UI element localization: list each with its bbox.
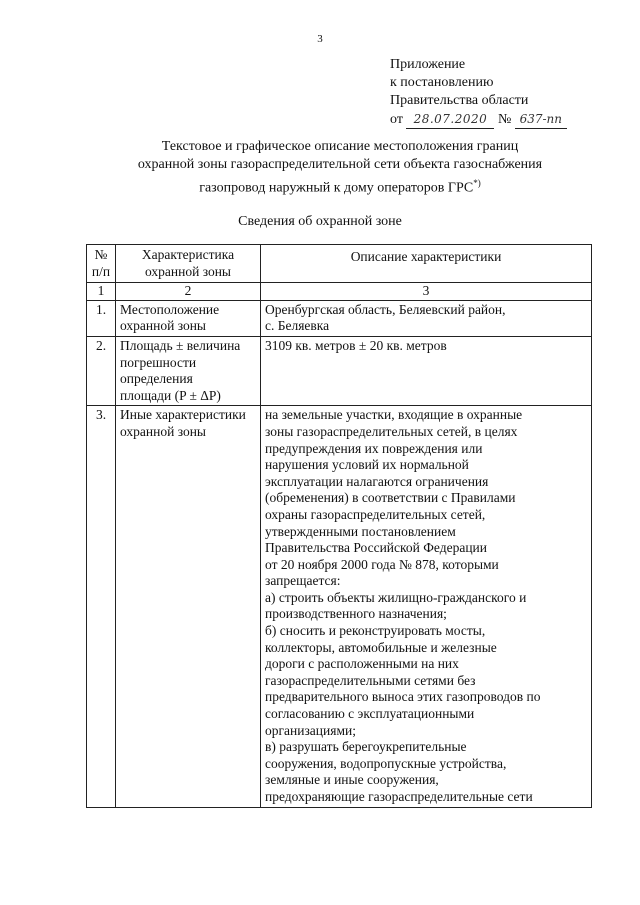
description-line: организациями; xyxy=(265,722,356,738)
document-title xyxy=(100,138,580,198)
description-line: нарушения условий их нормальной xyxy=(265,457,469,473)
description-line: утвержденными постановлением xyxy=(265,523,456,539)
header-description: Описание характеристики xyxy=(261,245,592,283)
description-line: сооружения, водопропускные устройства, xyxy=(265,755,507,771)
description-line: от 20 ноября 2000 года № 878, которыми xyxy=(265,556,499,572)
index-cell: 3 xyxy=(261,283,592,301)
header-characteristic-line: охранной зоны xyxy=(144,263,231,279)
appendix-line-2: к постановлению xyxy=(390,75,494,90)
description-line: земляные и иные сооружения, xyxy=(265,772,439,788)
row-number: 1. xyxy=(87,300,116,336)
description-line: б) сносить и реконструировать мосты, xyxy=(265,623,486,639)
table-row xyxy=(87,406,592,807)
description-line: на земельные участки, входящие в охранные xyxy=(265,407,523,423)
header-num-line: № xyxy=(94,247,108,262)
appendix-date-number-row xyxy=(390,110,567,129)
footnote-mark: *) xyxy=(473,178,481,188)
description-line: эксплуатации налагаются ограничения xyxy=(265,473,489,489)
index-cell: 2 xyxy=(116,283,261,301)
description-line: охраны газораспределительных сетей, xyxy=(265,506,486,522)
description-line: в) разрушать берегоукрепительные xyxy=(265,739,467,755)
description-line: зоны газораспределительных сетей, в целях xyxy=(265,423,518,439)
header-characteristic-line: Характеристика xyxy=(141,247,235,262)
table-row xyxy=(87,300,592,336)
appendix-line-1: Приложение xyxy=(390,57,466,72)
header-num-line: п/п xyxy=(91,263,111,279)
description-line: предупреждения их повреждения или xyxy=(265,440,483,456)
table-header-row xyxy=(87,245,592,283)
row-description xyxy=(261,300,592,336)
row-number: 3. xyxy=(87,406,116,807)
description-line: с. Беляевка xyxy=(265,318,330,334)
handwritten-date: 28.07.2020 xyxy=(406,110,494,129)
characteristic-line: Местоположение xyxy=(120,301,220,317)
zone-info-table xyxy=(86,244,592,808)
index-cell: 1 xyxy=(87,283,116,301)
handwritten-number: 637-пп xyxy=(515,110,567,129)
date-prefix: от xyxy=(390,112,403,127)
title-line-3-text: газопровод наружный к дому операторов ГРС xyxy=(199,180,474,196)
row-description xyxy=(261,336,592,405)
table-row xyxy=(87,336,592,405)
title-line-1: Текстовое и графическое описание местоположения границ xyxy=(161,139,519,154)
row-characteristic xyxy=(116,300,261,336)
row-characteristic xyxy=(116,406,261,807)
description-line: (обременения) в соответствии с Правилами xyxy=(265,490,516,506)
characteristic-line: охранной зоны xyxy=(120,423,207,439)
number-label: № xyxy=(497,112,512,127)
description-line: Правительства Российской Федерации xyxy=(265,540,487,556)
description-line: предохраняющие газораспределительные сети xyxy=(265,789,533,804)
header-characteristic xyxy=(116,245,261,283)
characteristic-line: охранной зоны xyxy=(120,318,207,334)
characteristic-line: Площадь ± величина xyxy=(120,337,241,353)
characteristic-line: погрешности xyxy=(120,354,197,370)
title-line-2: охранной зоны газораспределительной сети объекта газоснабжения xyxy=(137,157,543,172)
table-index-row xyxy=(87,283,592,301)
title-line-3 xyxy=(100,174,580,198)
characteristic-line: Иные характеристики xyxy=(120,407,246,423)
characteristic-line: определения xyxy=(120,371,193,387)
description-line: коллекторы, автомобильные и железные xyxy=(265,639,497,655)
section-subtitle: Сведения об охранной зоне xyxy=(238,214,402,229)
description-line: дороги с расположенными на них xyxy=(265,656,459,672)
description-line: запрещается: xyxy=(265,573,341,589)
description-line: а) строить объекты жилищно-гражданского и xyxy=(265,589,527,605)
row-number: 2. xyxy=(87,336,116,405)
row-characteristic xyxy=(116,336,261,405)
appendix-line-3: Правительства области xyxy=(390,93,529,108)
description-line: производственного назначения; xyxy=(265,606,447,622)
description-line: предварительного выноса этих газопроводов по xyxy=(265,689,541,705)
description-line: согласованию с эксплуатационными xyxy=(265,706,475,722)
page-number: 3 xyxy=(317,33,323,45)
description-line: 3109 кв. метров ± 20 кв. метров xyxy=(265,337,447,353)
header-num xyxy=(87,245,116,283)
description-line: газораспределительными сетями без xyxy=(265,672,476,688)
characteristic-line: площади (P ± ΔP) xyxy=(120,387,221,403)
row-description xyxy=(261,406,592,807)
description-line: Оренбургская область, Беляевский район, xyxy=(265,301,506,317)
appendix-block xyxy=(390,56,567,129)
